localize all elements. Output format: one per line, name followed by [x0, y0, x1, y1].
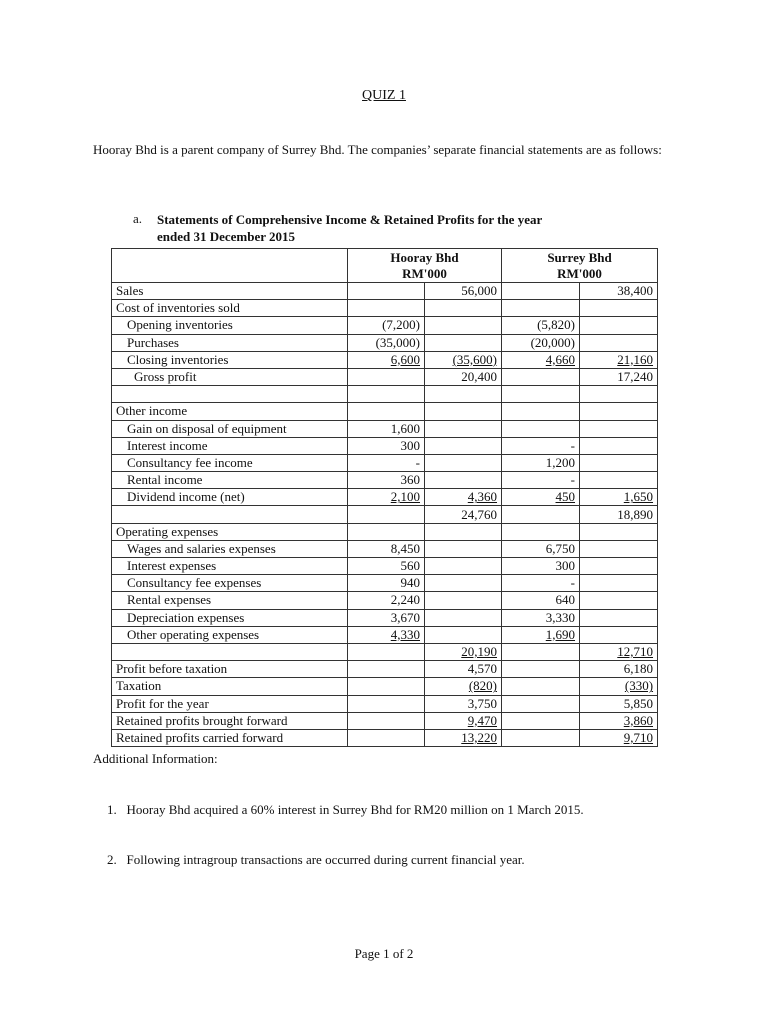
cell-value: 300 — [555, 558, 576, 574]
cell-a — [348, 420, 425, 437]
table-row — [112, 317, 658, 334]
cell-b — [425, 540, 502, 557]
header-surrey-name: Surrey Bhd — [547, 249, 612, 265]
cell-a — [348, 695, 425, 712]
cell-value: 21,160 — [617, 351, 654, 367]
cell-d — [580, 523, 658, 540]
cell-c — [502, 540, 580, 557]
cell-c — [502, 300, 580, 317]
cell-a — [348, 437, 425, 454]
cell-a — [348, 592, 425, 609]
cell-value: 24,760 — [461, 506, 498, 522]
cell-value: 56,000 — [461, 283, 498, 299]
cell-b — [425, 403, 502, 420]
cell-b — [425, 592, 502, 609]
cell-b — [425, 729, 502, 746]
cell-d — [580, 489, 658, 506]
cell-d — [580, 540, 658, 557]
cell-value: 9,470 — [467, 712, 498, 728]
cell-value: (7,200) — [382, 317, 420, 333]
cell-value: 360 — [400, 472, 420, 488]
table-row — [112, 403, 658, 420]
cell-b — [425, 317, 502, 334]
cell-value: 1,690 — [545, 626, 576, 642]
cell-c — [502, 489, 580, 506]
cell-d — [580, 386, 658, 403]
cell-b — [425, 575, 502, 592]
table-row — [112, 540, 658, 557]
list-item-text: Hooray Bhd acquired a 60% interest in Surrey Bhd for RM20 million on 1 March 2015. — [126, 802, 584, 817]
page-number: Page 1 of 2 — [354, 946, 414, 961]
section-heading-line1: Statements of Comprehensive Income & Retained Profits for the year — [157, 212, 543, 227]
row-label: Other operating expenses — [112, 626, 348, 643]
cell-c — [502, 558, 580, 575]
cell-value: 20,400 — [461, 369, 498, 385]
cell-value: 4,330 — [390, 626, 420, 642]
row-label: Rental income — [112, 472, 348, 489]
cell-b — [425, 334, 502, 351]
cell-value: 3,860 — [623, 712, 654, 728]
cell-value: - — [415, 454, 420, 470]
table-row — [112, 643, 658, 660]
row-label: Wages and salaries expenses — [112, 540, 348, 557]
cell-value: 2,240 — [390, 592, 420, 608]
row-label: Profit for the year — [112, 695, 348, 712]
cell-a — [348, 283, 425, 300]
cell-d — [580, 403, 658, 420]
row-label: Consultancy fee expenses — [112, 575, 348, 592]
row-label: Interest expenses — [112, 558, 348, 575]
row-label — [112, 643, 348, 660]
cell-value: 3,330 — [545, 609, 576, 625]
row-label: Profit before taxation — [112, 661, 348, 678]
cell-value: (35,000) — [375, 334, 420, 350]
header-hooray-name: Hooray Bhd — [390, 249, 459, 265]
cell-value: (35,600) — [452, 351, 498, 367]
cell-value: 13,220 — [461, 729, 498, 745]
table-row — [112, 678, 658, 695]
cell-value: 8,450 — [390, 540, 420, 556]
cell-value: 17,240 — [617, 369, 654, 385]
cell-d — [580, 575, 658, 592]
cell-c — [502, 678, 580, 695]
cell-b — [425, 283, 502, 300]
table-row — [112, 558, 658, 575]
header-surrey-unit: RM'000 — [557, 265, 602, 281]
cell-c — [502, 283, 580, 300]
cell-value: 1,200 — [545, 454, 576, 470]
cell-value: 6,180 — [623, 661, 654, 677]
cell-b — [425, 678, 502, 695]
table-row — [112, 283, 658, 300]
row-label: Interest income — [112, 437, 348, 454]
cell-value: (820) — [468, 678, 498, 694]
cell-a — [348, 609, 425, 626]
cell-a — [348, 334, 425, 351]
row-label: Consultancy fee income — [112, 454, 348, 471]
cell-b — [425, 300, 502, 317]
cell-b — [425, 454, 502, 471]
table-row — [112, 351, 658, 368]
cell-c — [502, 643, 580, 660]
table-row — [112, 300, 658, 317]
cell-b — [425, 558, 502, 575]
cell-d — [580, 661, 658, 678]
cell-c — [502, 368, 580, 385]
list-item-number: 2. — [107, 852, 117, 867]
cell-d — [580, 506, 658, 523]
cell-d — [580, 695, 658, 712]
cell-d — [580, 626, 658, 643]
table-row — [112, 695, 658, 712]
table-row — [112, 729, 658, 746]
cell-b — [425, 351, 502, 368]
table-row — [112, 420, 658, 437]
cell-b — [425, 695, 502, 712]
table-row — [112, 661, 658, 678]
cell-a — [348, 300, 425, 317]
cell-value: 20,190 — [461, 644, 498, 660]
cell-d — [580, 609, 658, 626]
list-item — [107, 852, 525, 868]
cell-d — [580, 558, 658, 575]
cell-a — [348, 386, 425, 403]
cell-a — [348, 472, 425, 489]
cell-a — [348, 729, 425, 746]
cell-c — [502, 626, 580, 643]
cell-b — [425, 437, 502, 454]
table-row — [112, 368, 658, 385]
cell-d — [580, 678, 658, 695]
row-label: Depreciation expenses — [112, 609, 348, 626]
cell-c — [502, 695, 580, 712]
list-item-number: 1. — [107, 802, 117, 817]
cell-value: - — [570, 472, 576, 488]
cell-value: 9,710 — [623, 729, 654, 745]
cell-c — [502, 454, 580, 471]
cell-value: 5,850 — [623, 695, 654, 711]
cell-a — [348, 540, 425, 557]
table-row — [112, 609, 658, 626]
cell-c — [502, 403, 580, 420]
cell-c — [502, 575, 580, 592]
row-label: Retained profits brought forward — [112, 712, 348, 729]
row-label: Gross profit — [112, 368, 348, 385]
cell-b — [425, 386, 502, 403]
cell-value: 450 — [555, 489, 576, 505]
table-row — [112, 712, 658, 729]
table-row — [112, 523, 658, 540]
cell-c — [502, 420, 580, 437]
cell-a — [348, 368, 425, 385]
cell-a — [348, 626, 425, 643]
cell-b — [425, 626, 502, 643]
row-label: Operating expenses — [112, 523, 348, 540]
cell-value: 18,890 — [617, 506, 654, 522]
cell-d — [580, 334, 658, 351]
cell-b — [425, 420, 502, 437]
table-header-row — [112, 249, 658, 283]
cell-d — [580, 300, 658, 317]
cell-value: 6,600 — [390, 351, 420, 367]
table-row — [112, 626, 658, 643]
cell-b — [425, 489, 502, 506]
cell-value: 1,650 — [623, 489, 654, 505]
cell-value: 640 — [555, 592, 576, 608]
cell-d — [580, 643, 658, 660]
cell-c — [502, 712, 580, 729]
table-row — [112, 575, 658, 592]
header-hooray — [348, 249, 502, 283]
cell-a — [348, 643, 425, 660]
row-label — [112, 386, 348, 403]
header-hooray-unit: RM'000 — [402, 265, 447, 281]
cell-b — [425, 523, 502, 540]
cell-b — [425, 609, 502, 626]
row-label: Taxation — [112, 678, 348, 695]
additional-info-heading: Additional Information: — [93, 751, 218, 766]
cell-b — [425, 712, 502, 729]
cell-a — [348, 712, 425, 729]
cell-c — [502, 386, 580, 403]
cell-c — [502, 437, 580, 454]
cell-a — [348, 506, 425, 523]
row-label: Cost of inventories sold — [112, 300, 348, 317]
section-heading — [157, 211, 677, 245]
cell-d — [580, 454, 658, 471]
cell-value: 1,600 — [390, 420, 420, 436]
cell-value: 4,570 — [467, 661, 498, 677]
table-row — [112, 334, 658, 351]
cell-d — [580, 729, 658, 746]
cell-value: (20,000) — [530, 334, 576, 350]
cell-d — [580, 368, 658, 385]
cell-b — [425, 643, 502, 660]
row-label: Dividend income (net) — [112, 489, 348, 506]
cell-c — [502, 592, 580, 609]
row-label — [112, 506, 348, 523]
cell-a — [348, 489, 425, 506]
cell-value: 6,750 — [545, 540, 576, 556]
cell-c — [502, 334, 580, 351]
row-label: Other income — [112, 403, 348, 420]
cell-d — [580, 712, 658, 729]
cell-value: 4,660 — [545, 351, 576, 367]
cell-a — [348, 661, 425, 678]
section-heading-line2: ended 31 December 2015 — [157, 229, 296, 244]
row-label: Rental expenses — [112, 592, 348, 609]
cell-value: 940 — [400, 575, 420, 591]
table-row — [112, 454, 658, 471]
cell-value: 3,750 — [467, 695, 498, 711]
cell-value: 12,710 — [617, 644, 654, 660]
cell-value: 2,100 — [390, 489, 420, 505]
cell-a — [348, 403, 425, 420]
intro-paragraph: Hooray Bhd is a parent company of Surrey Bhd. The companies’ separate financial statements are as follows: — [93, 142, 662, 157]
table-row — [112, 437, 658, 454]
cell-c — [502, 472, 580, 489]
cell-d — [580, 317, 658, 334]
row-label: Purchases — [112, 334, 348, 351]
cell-d — [580, 420, 658, 437]
cell-d — [580, 283, 658, 300]
row-label: Closing inventories — [112, 351, 348, 368]
cell-d — [580, 437, 658, 454]
cell-c — [502, 523, 580, 540]
cell-c — [502, 351, 580, 368]
cell-b — [425, 506, 502, 523]
page-title: QUIZ 1 — [362, 88, 406, 103]
cell-value: 3,670 — [390, 609, 420, 625]
cell-a — [348, 575, 425, 592]
cell-value: (5,820) — [537, 317, 576, 333]
cell-value: 4,360 — [467, 489, 498, 505]
row-label: Opening inventories — [112, 317, 348, 334]
cell-b — [425, 661, 502, 678]
cell-c — [502, 317, 580, 334]
cell-value: - — [570, 575, 576, 591]
table-row — [112, 472, 658, 489]
cell-a — [348, 523, 425, 540]
cell-d — [580, 472, 658, 489]
cell-a — [348, 678, 425, 695]
cell-c — [502, 661, 580, 678]
cell-value: 560 — [400, 558, 420, 574]
table-row — [112, 386, 658, 403]
financial-statement-table — [111, 248, 658, 747]
cell-c — [502, 609, 580, 626]
header-blank-cell — [112, 249, 348, 283]
row-label: Sales — [112, 283, 348, 300]
cell-b — [425, 368, 502, 385]
cell-d — [580, 592, 658, 609]
header-surrey — [502, 249, 658, 283]
table-row — [112, 592, 658, 609]
cell-a — [348, 351, 425, 368]
table-row — [112, 506, 658, 523]
cell-c — [502, 729, 580, 746]
section-marker: a. — [133, 211, 143, 226]
cell-value: 38,400 — [617, 283, 654, 299]
cell-value: - — [570, 437, 576, 453]
cell-d — [580, 351, 658, 368]
list-item — [107, 802, 584, 818]
table-row — [112, 489, 658, 506]
cell-a — [348, 454, 425, 471]
list-item-text: Following intragroup transactions are occurred during current financial year. — [126, 852, 525, 867]
cell-c — [502, 506, 580, 523]
cell-a — [348, 317, 425, 334]
cell-value: (330) — [624, 678, 654, 694]
cell-a — [348, 558, 425, 575]
row-label: Gain on disposal of equipment — [112, 420, 348, 437]
cell-value: 300 — [400, 437, 420, 453]
cell-b — [425, 472, 502, 489]
row-label: Retained profits carried forward — [112, 729, 348, 746]
